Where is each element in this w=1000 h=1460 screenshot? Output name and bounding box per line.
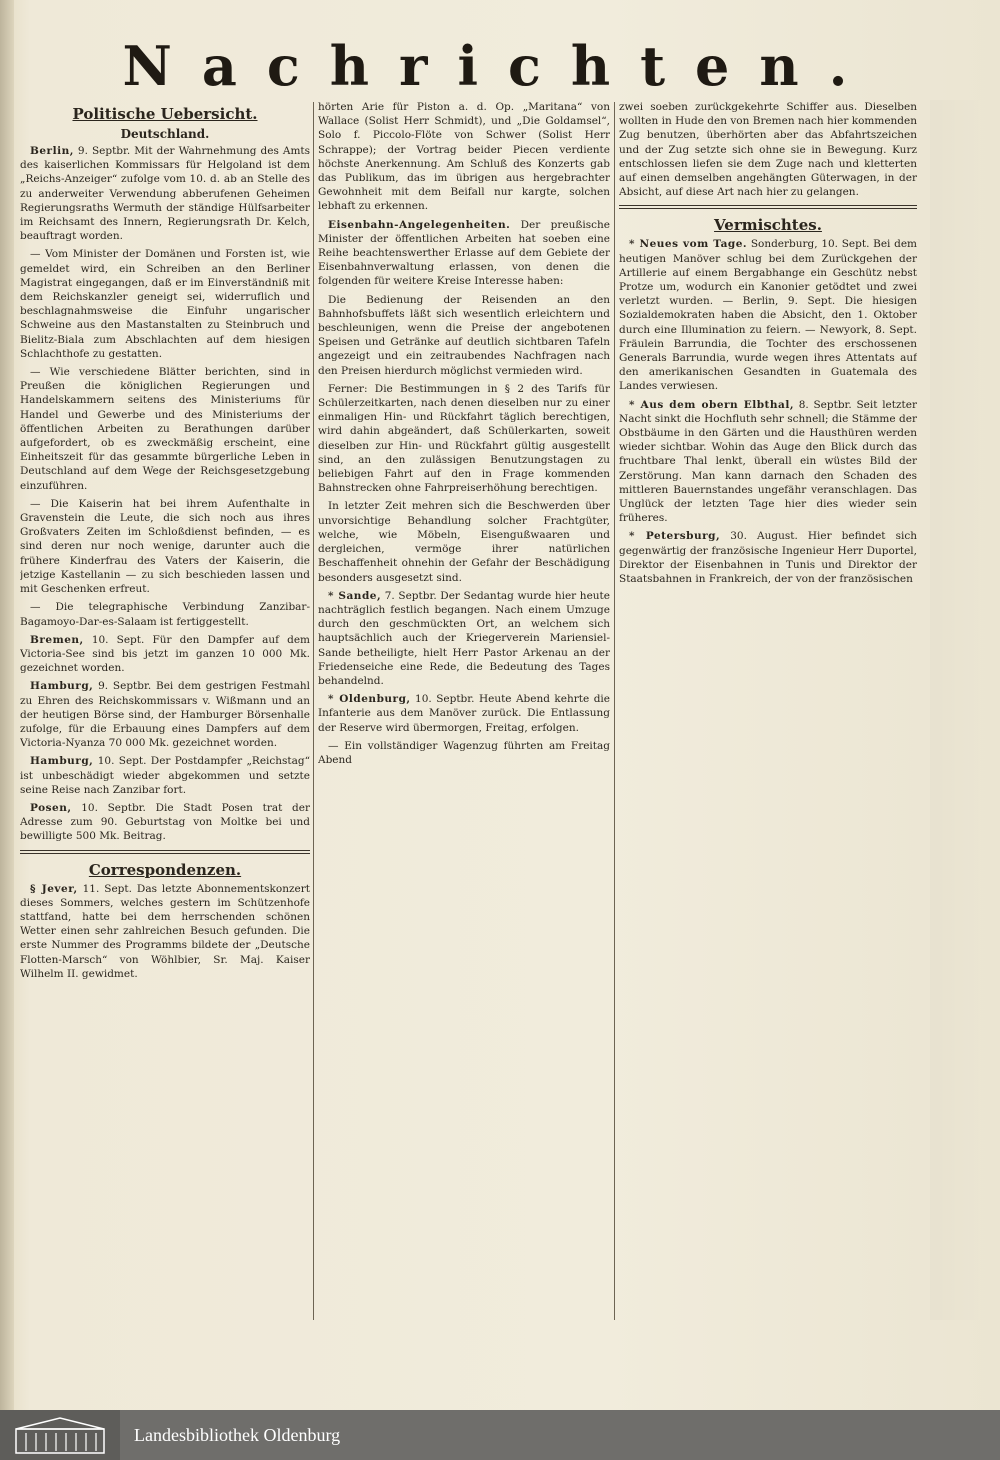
article: — Die Kaiserin hat bei ihrem Aufenthalte in Gravenstein die Leute, die sich noch aus ihres Großvaters Zeiten im Schloßdienst befinden, — es sind deren nur noch wenige, darunter auch die frühere Kinderfrau des Vaters der Kaiserin, die jetzige Kastellanin — zu sich beschieden lassen und mit Geschenken erfreut. [20, 497, 310, 596]
library-building-icon [0, 1410, 120, 1460]
article: hörten Arie für Piston a. d. Op. „Maritana“ von Wallace (Solist Herr Schmidt), und „Die Goldamsel“, Solo f. Piccolo-Flöte von Schwer (Solist Herr Schrappe); der Vortrag beider Piecen verdiente höchste Anerkennung. Am Schluß des Konzerts gab das Publikum, das im übrigen aus hergebrachter Gewohnheit mit dem Beifall nur kargte, solchen lebhaft zu erkennen. [318, 101, 610, 213]
column-2 [318, 100, 610, 1320]
library-name: Landesbibliothek Oldenburg [134, 1424, 341, 1445]
article: Bremen, 10. Sept. Für den Dampfer auf dem Victoria-See sind bis jetzt im ganzen 10 000 Mk. gezeichnet worden. [20, 633, 310, 675]
article: — Wie verschiedene Blätter berichten, sind in Preußen die königlichen Regierungen und Handelskammern seitens des Ministeriums für Handel und Gewerbe und des Ministeriums der öffentlichen Arbeiten zu Berathungen darüber aufgefordert, ob es zweckmäßig erscheint, eine Einheitszeit für das gesammte bürgerliche Leben in Deutschland auf dem Wege der Reichsgesetzgebung einzuführen. [20, 366, 310, 492]
article: * Oldenburg, 10. Septbr. Heute Abend kehrte die Infanterie aus dem Manöver zurück. Die Entlassung der Reserve wird übermorgen, Freitag, erfolgen. [318, 693, 610, 734]
section-title-correspondence: Correspondenzen. [88, 860, 242, 879]
article: Die Bedienung der Reisenden an den Bahnhofsbuffets läßt sich wesentlich erleichtern und beschleunigen, wenn die Preise der angebotenen Speisen und Getränke auf deutlich sichtbaren Tafeln angezeigt und ein zeitraubendes Nachfragen nach den Preisen hierdurch möglichst vermieden wird. [318, 293, 610, 377]
article: In letzter Zeit mehren sich die Beschwerden über unvorsichtige Behandlung solcher Frachtgüter, welche, wie Möbeln, Eisengußwaaren und dergleichen, vermöge ihrer natürlichen Beschaffenheit ohnehin der Gefahr der Beschädigung besonders ausgesetzt sind. [318, 500, 610, 584]
article: — Vom Minister der Domänen und Forsten ist, wie gemeldet wird, ein Schreiben an den Berliner Magistrat eingegangen, daß er im Einverständniß mit dem Reichskanzler geneigt sei, widerruflich und beschlagnahmsweise die Einfuhr ungarischer Schweine aus den Mastanstalten zu Steinbruch und Bielitz-Biala zum Abschlachten auf dem hiesigen Schlachthofe zu gestatten. [20, 248, 310, 360]
article: * Sande, 7. Septbr. Der Sedantag wurde hier heute nachträglich festlich begangen. Nach einem Umzuge durch den geschmückten Ort, an welchem sich hauptsächlich auch der Kriegerverein Mariensiel-Sande betheiligte, hielt Herr Pastor Arkenau an der Friedenseiche eine Rede, die Bedeutung des Tages behandelnd. [318, 589, 610, 687]
article: Berlin, 9. Septbr. Mit der Wahrnehmung des Amts des kaiserlichen Kommissars für Helgoland ist dem „Reichs-Anzeiger“ zufolge vom 10. d. ab an Stelle des zu anderweiter Verwendung abberufenen Geheimen Regierungsraths Wermuth der ständige Hülfsarbeiter im Reichsamt des Innern, Regierungsrath Dr. Kelch, beauftragt worden. [20, 145, 310, 243]
article: Eisenbahn-Angelegenheiten. Der preußische Minister der öffentlichen Arbeiten hat soeben eine Reihe beachtenswerther Erlasse auf dem Gebiete der Eisenbahnverwaltung erlassen, von denen die folgenden für weitere Kreise Interesse haben: [318, 218, 610, 288]
article: — Ein vollständiger Wagenzug führten am Freitag Abend [318, 739, 610, 766]
column-divider [313, 102, 314, 1320]
article: * Petersburg, 30. August. Hier befindet sich gegenwärtig der französische Ingenieur Herr Duportel, Direktor der Eisenbahnen in Tunis und Direktor der Staatsbahnen in Frankreich, der von der französischen [619, 530, 917, 586]
library-building-icon-svg [12, 1415, 108, 1455]
column-divider [614, 102, 615, 1320]
section-divider [619, 205, 917, 209]
article: zwei soeben zurückgekehrte Schiffer aus. Dieselben wollten in Hude den von Bremen nach hier kommenden Zug benutzen, überhörten aber das Abfahrtszeichen und der Zug setzte sich ohne sie in Bewegung. Kurz entschlossen liefen sie dem Zuge nach und kletterten auf einen demselben angehängten Güterwagen, in der Absicht, auf diese Art nach hier zu gelangen. [619, 101, 917, 199]
section-title-politics: Politische Uebersicht. [72, 105, 258, 123]
section-divider [20, 850, 310, 854]
page-binding-edge [0, 0, 14, 1410]
article: Hamburg, 9. Septbr. Bei dem gestrigen Festmahl zu Ehren des Reichskommissars v. Wißmann und an der heutigen Börse sind, der Hamburger Börsenhalle zufolge, für die Erbauung eines Dampfers auf dem Victoria-Nyanza 70 000 Mk. gezeichnet worden. [20, 680, 310, 750]
section-title-miscellaneous: Vermischtes. [714, 216, 822, 235]
article: * Neues vom Tage. Sonderburg, 10. Sept. Bei dem heutigen Manöver schlug bei dem Zurückgehen der Artillerie auf einem Bergabhange ein Geschütz nebst Protze um, wodurch ein Kanonier getödtet und zwei verletzt wurden. — Berlin, 9. Sept. Die hiesigen Sozialdemokraten haben die Absicht, den 1. Oktober durch eine Illumination zu feiern. — Newyork, 8. Sept. Fräulein Barrundia, die Tochter des erschossenen Generals Barrundia, wurde wegen ihres Attentats auf den amerikanischen Gesandten in Guatemala des Landes verwiesen. [619, 238, 917, 393]
article: Ferner: Die Bestimmungen in § 2 des Tarifs für Schülerzeitkarten, nach denen dieselben nur zu einer einmaligen Hin- und Rückfahrt täglich berechtigen, wird dahin abgeändert, daß Schülerkarten, soweit dieselben zur Hin- und Rückfahrt gültig ausgestellt sind, an den zulässigen Benutzungstagen zu beliebigen Fahrt auf den in Frage kommenden Bahnstrecken ohne Fahrpreiserhöhung berechtigen. [318, 382, 610, 495]
article: § Jever, 11. Sept. Das letzte Abonnementskonzert dieses Sommers, welches gestern im Schützenhofe stattfand, hatte bei dem herrschenden schönen Wetter einen sehr zahlreichen Besuch gefunden. Die erste Nummer des Programms bildete der „Deutsche Flotten-Marsch“ von Wöhlbier, Sr. Maj. Kaiser Wilhelm II. gewidmet. [20, 882, 310, 980]
article: — Die telegraphische Verbindung Zanzibar-Bagamoyo-Dar-es-Salaam ist fertiggestellt. [20, 601, 310, 628]
article: Hamburg, 10. Sept. Der Postdampfer „Reichstag“ ist unbeschädigt wieder abgekommen und setzte seine Reise nach Zanzibar fort. [20, 755, 310, 796]
column-3 [619, 100, 917, 1320]
masthead-title: Nachrichten. [122, 34, 878, 98]
right-margin [930, 100, 985, 1320]
article: * Aus dem obern Elbthal, 8. Septbr. Seit letzter Nacht sinkt die Hochfluth sehr schnell; die Stämme der Obstbäume in den Gärten und die Hausthüren werden wieder sichtbar. Wohin das Auge den Blick durch das fruchtbare Thal lenkt, überall ein wüstes Bild der Zerstörung. Man kann darnach den Schaden des mittleren Bauernstandes ungefähr veranschlagen. Das Unglück der letzten Tage hier dies wieder sein früheres. [619, 398, 917, 525]
column-1 [20, 100, 310, 1320]
subsection-title-germany: Deutschland. [120, 127, 210, 141]
article: Posen, 10. Septbr. Die Stadt Posen trat der Adresse zum 90. Geburtstag von Moltke bei und bewilligte 500 Mk. Beitrag. [20, 801, 310, 843]
library-footer-bar [0, 1410, 1000, 1460]
